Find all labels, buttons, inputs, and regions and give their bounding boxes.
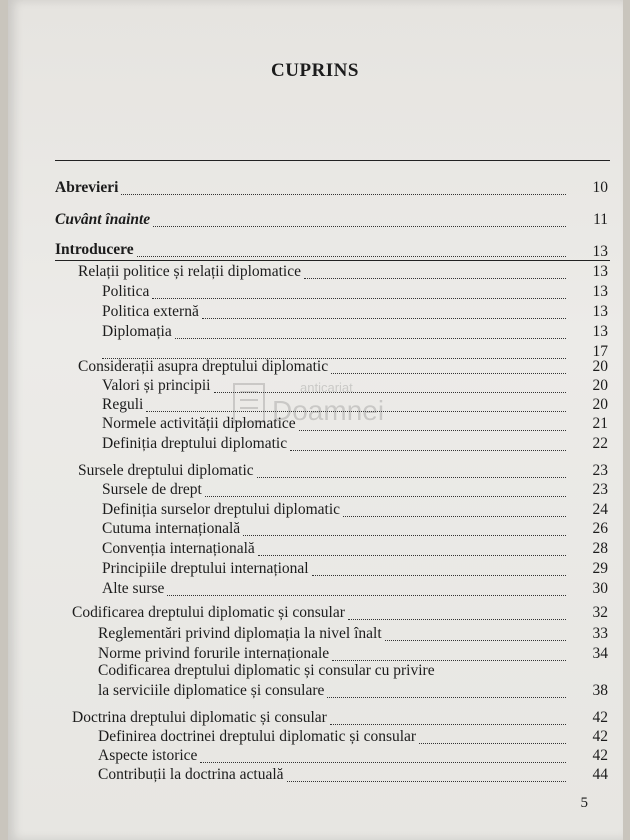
dot-leader [167, 575, 566, 596]
toc-entry-label: Norme privind forurile internaționale [98, 645, 330, 662]
toc-entry-label: Sursele dreptului diplomatic [78, 462, 254, 479]
dot-leader [287, 761, 566, 782]
toc-entry-label: Codificarea dreptului diplomatic și consular [72, 604, 345, 621]
toc-entry-page: 13 [592, 283, 608, 300]
toc-entry-label: la serviciile diplomatice și consulare [98, 682, 325, 699]
watermark-text-1: anticariat [300, 380, 353, 395]
toc-entry-page: 11 [593, 211, 608, 228]
toc-entry [55, 210, 608, 230]
toc-entry-label: Alte surse [102, 580, 165, 597]
dot-leader [331, 353, 566, 374]
dot-leader [304, 258, 566, 279]
dot-leader [153, 206, 566, 227]
toc-entry-page: 10 [592, 179, 608, 196]
toc-entry-label: Principiile dreptului internațional [102, 560, 309, 577]
toc-entry [98, 681, 608, 701]
dot-leader [200, 742, 566, 763]
toc-entry-label: Valori și principii [102, 377, 211, 394]
toc-entry-label: Abrevieri [55, 179, 119, 196]
toc-entry-page: 42 [592, 728, 608, 745]
toc-entry-label: Sursele de drept [102, 481, 202, 498]
page-title: CUPRINS [271, 60, 359, 81]
toc-entry-page: 17 [592, 343, 608, 360]
toc-entry-label: Reglementări privind diplomația la nivel înalt [98, 625, 382, 642]
toc-entry-page: 33 [592, 625, 608, 642]
toc-entry-label: Diplomația [102, 323, 172, 340]
dot-leader [214, 372, 567, 393]
toc-entry-label: Relații politice și relații diplomatice [78, 263, 301, 280]
toc-entry-page: 44 [592, 766, 608, 783]
toc-entry-label: Doctrina dreptului diplomatic și consular [72, 709, 327, 726]
dot-leader [312, 555, 566, 576]
toc-entry-page: 13 [592, 323, 608, 340]
toc-entry-label: Definiția dreptului diplomatic [102, 435, 288, 452]
toc-entry-label: Convenția internațională [102, 540, 255, 557]
toc-entry-page: 13 [592, 263, 608, 280]
toc-entry-page: 38 [592, 682, 608, 699]
toc-entry-label: Reguli [102, 396, 144, 413]
toc-entry-page: 20 [592, 358, 608, 375]
dot-leader [202, 298, 566, 319]
toc-entry-page: 20 [592, 396, 608, 413]
dot-leader [299, 410, 566, 431]
toc-entry-page: 23 [592, 481, 608, 498]
dot-leader [348, 599, 566, 620]
toc-entry-label: Cutuma internațională [102, 520, 241, 537]
toc-entry-label: Aspecte istorice [98, 747, 198, 764]
toc-entry-page: 21 [592, 415, 608, 432]
dot-leader [330, 704, 566, 725]
dot-leader [137, 236, 566, 257]
dot-leader [327, 677, 566, 698]
toc-entry-page: 26 [592, 520, 608, 537]
toc-entry-label: Politica [102, 283, 150, 300]
toc-entry-page: 29 [592, 560, 608, 577]
dot-leader [419, 723, 566, 744]
dot-leader [146, 391, 566, 412]
toc-entry-page: 34 [592, 645, 608, 662]
dot-leader [175, 318, 566, 339]
dot-leader [205, 476, 566, 497]
toc-entry-page: 32 [592, 604, 608, 621]
toc-entry-label: Cuvânt înainte [55, 211, 151, 228]
toc-entry-label: Definiția surselor dreptului diplomatic [102, 501, 341, 518]
toc-entry-page: 30 [592, 580, 608, 597]
dot-leader [343, 496, 566, 517]
dot-leader [243, 515, 566, 536]
dot-leader [385, 620, 566, 641]
dot-leader [290, 430, 566, 451]
toc-entry-label: Normele activității diplomatice [102, 415, 296, 432]
toc-entry-page: 42 [592, 747, 608, 764]
toc-entry [55, 178, 608, 198]
toc-entry-page: 13 [592, 303, 608, 320]
top-rule [55, 160, 610, 161]
toc-entry-page: 24 [592, 501, 608, 518]
toc-entry [102, 434, 608, 454]
toc-entry-label: Definirea doctrinei dreptului diplomatic și consular [98, 728, 417, 745]
toc-entry-page: 22 [592, 435, 608, 452]
toc-entry-label: Considerații asupra dreptului diplomatic [78, 358, 329, 375]
page-number: 5 [580, 795, 588, 811]
toc-entry-label: Contribuții la doctrina actuală [98, 766, 284, 783]
dot-leader [121, 174, 566, 195]
toc-entry-label: Codificarea dreptului diplomatic și consular cu privire [98, 662, 435, 679]
toc-entry-page: 20 [592, 377, 608, 394]
dot-leader [258, 535, 566, 556]
toc-entry [55, 240, 608, 260]
toc-entry [102, 579, 608, 599]
toc-entry-label: Introducere [55, 241, 134, 258]
dot-leader [257, 457, 566, 478]
watermark-text-2: Doamnei [272, 395, 385, 426]
dot-leader [332, 640, 566, 661]
intro-page-number: 13 [592, 243, 608, 260]
toc-entry [98, 765, 608, 785]
dot-leader [152, 278, 566, 299]
toc-entry-page: 28 [592, 540, 608, 557]
toc-entry-label: Politica externă [102, 303, 199, 320]
toc-entry-page: 23 [592, 462, 608, 479]
toc-entry-page: 42 [592, 709, 608, 726]
